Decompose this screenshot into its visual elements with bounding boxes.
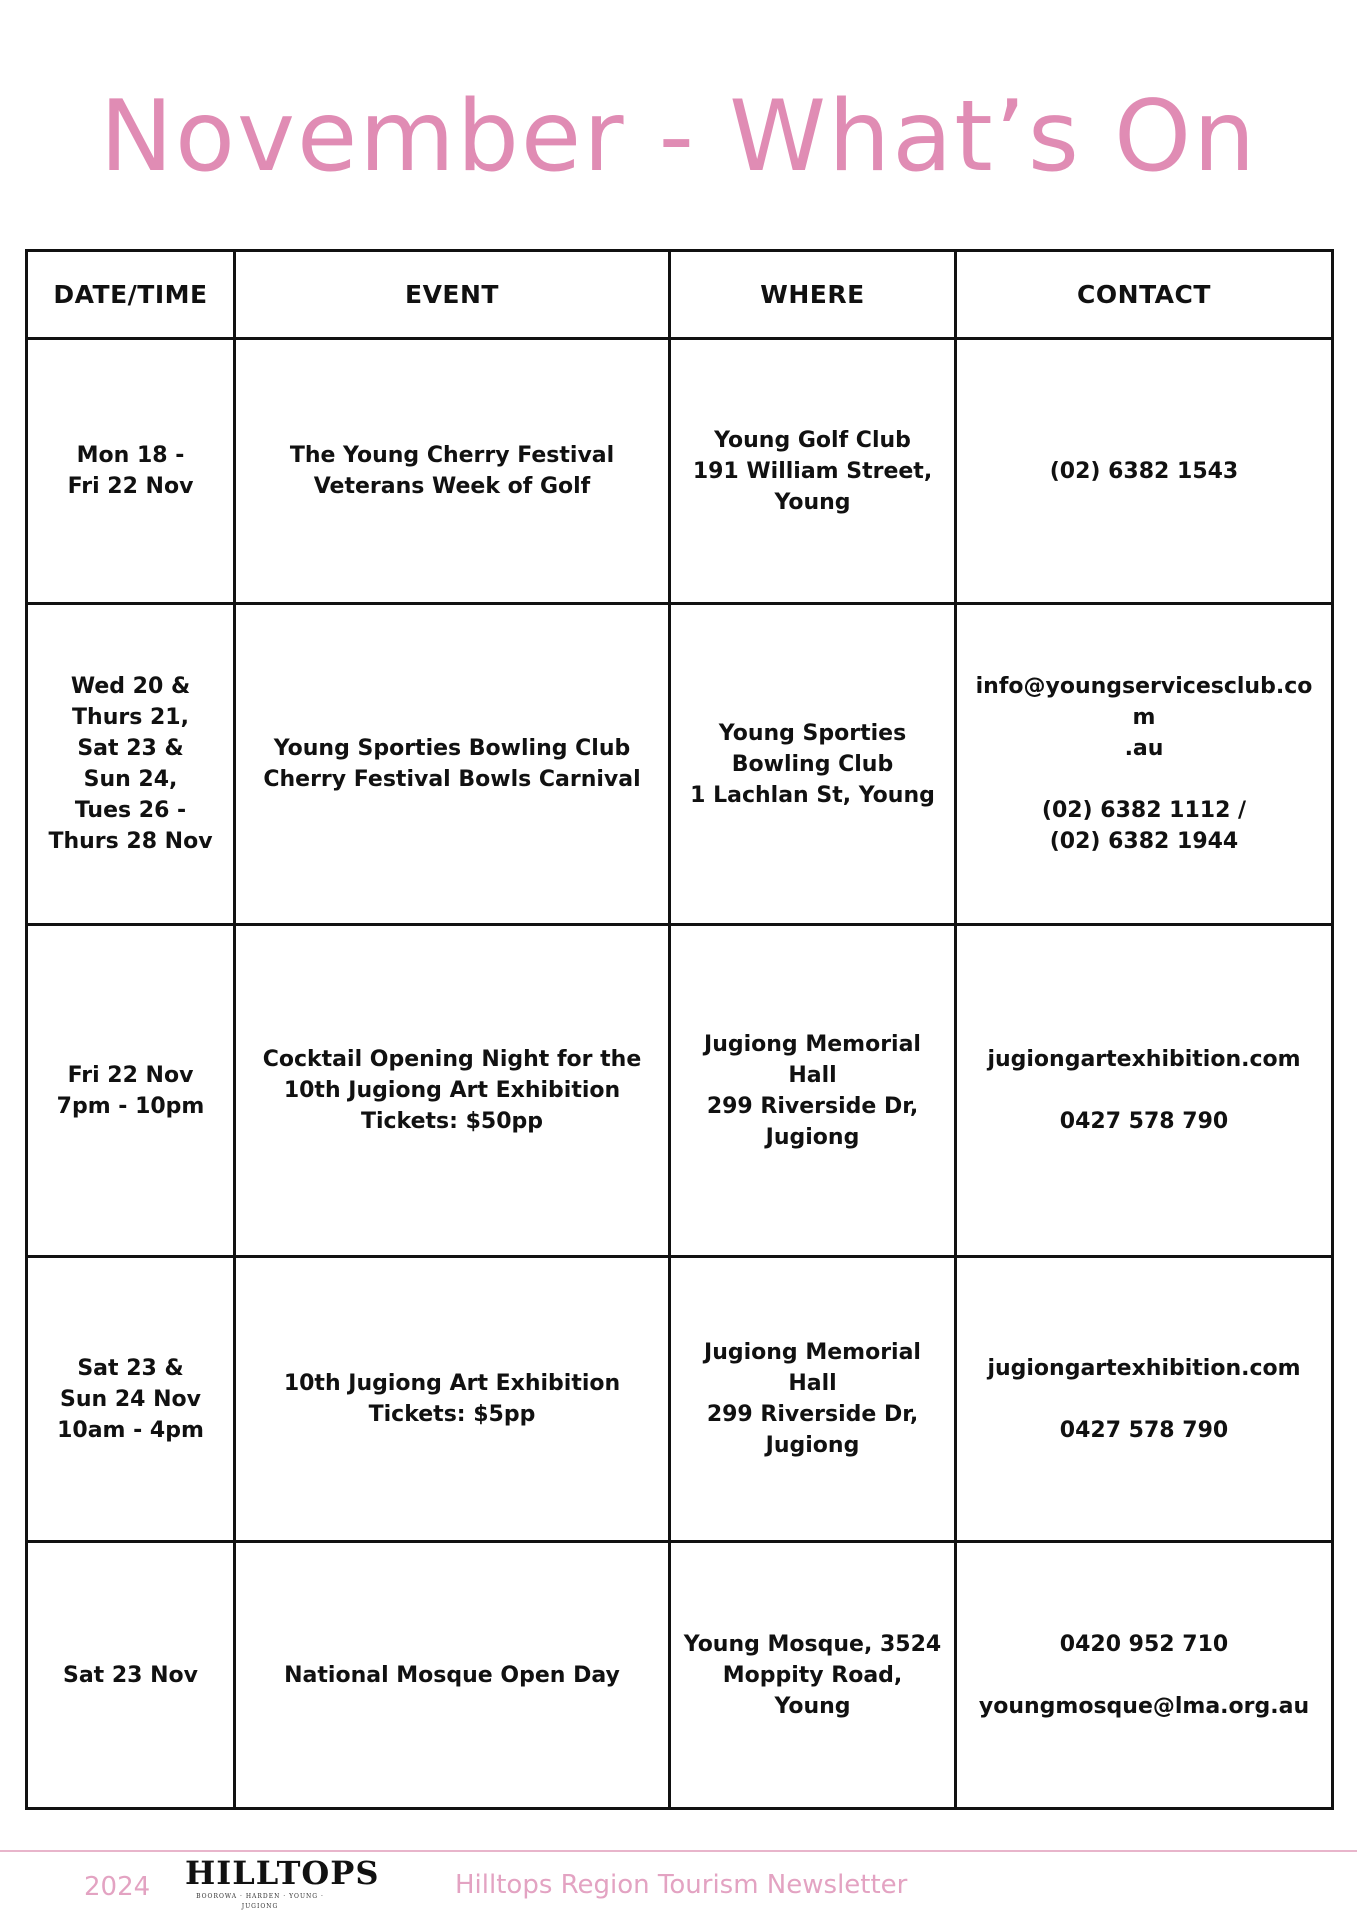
- column-header-contact: CONTACT: [956, 251, 1333, 339]
- where-cell: Jugiong Memorial Hall 299 Riverside Dr, Jugiong: [670, 925, 956, 1257]
- column-header-where: WHERE: [670, 251, 956, 339]
- table-row: [27, 1257, 1333, 1542]
- event-cell: The Young Cherry Festival Veterans Week of Golf: [235, 339, 670, 604]
- column-header-date: DATE/TIME: [27, 251, 235, 339]
- events-table: [25, 249, 1334, 1810]
- logo-towns: BOOROWA · HARDEN · YOUNG · JUGIONG: [196, 1893, 324, 1910]
- contact-cell: (02) 6382 1543: [956, 339, 1333, 604]
- footer-year: 2024: [84, 1872, 151, 1902]
- table-row: [27, 1542, 1333, 1809]
- event-cell: Young Sporties Bowling Club Cherry Festival Bowls Carnival: [235, 604, 670, 925]
- table-row: [27, 604, 1333, 925]
- header-row: [27, 251, 1333, 339]
- contact-cell: 0420 952 710 youngmosque@lma.org.au: [956, 1542, 1333, 1809]
- event-cell: National Mosque Open Day: [235, 1542, 670, 1809]
- hilltops-logo: [185, 1854, 380, 1914]
- page-title: November - What’s On: [99, 80, 1258, 194]
- where-cell: Young Sporties Bowling Club 1 Lachlan St, Young: [670, 604, 956, 925]
- table-row: [27, 925, 1333, 1257]
- table-row: [27, 339, 1333, 604]
- where-cell: Young Mosque, 3524 Moppity Road, Young: [670, 1542, 956, 1809]
- footer-newsletter-title: Hilltops Region Tourism Newsletter: [455, 1870, 908, 1900]
- date-cell: Sat 23 & Sun 24 Nov 10am - 4pm: [27, 1257, 235, 1542]
- event-cell: Cocktail Opening Night for the 10th Jugiong Art Exhibition Tickets: $50pp: [235, 925, 670, 1257]
- footer-divider: [0, 1850, 1357, 1852]
- date-cell: Sat 23 Nov: [27, 1542, 235, 1809]
- event-cell: 10th Jugiong Art Exhibition Tickets: $5pp: [235, 1257, 670, 1542]
- logo-wordmark: HILLTOPS: [185, 1854, 380, 1892]
- contact-cell: jugiongartexhibition.com 0427 578 790: [956, 925, 1333, 1257]
- where-cell: Young Golf Club 191 William Street, Young: [670, 339, 956, 604]
- date-cell: Wed 20 & Thurs 21, Sat 23 & Sun 24, Tues 26 - Thurs 28 Nov: [27, 604, 235, 925]
- where-cell: Jugiong Memorial Hall 299 Riverside Dr, Jugiong: [670, 1257, 956, 1542]
- date-cell: Fri 22 Nov 7pm - 10pm: [27, 925, 235, 1257]
- contact-cell: info@youngservicesclub.com .au (02) 6382 1112 / (02) 6382 1944: [956, 604, 1333, 925]
- contact-cell: jugiongartexhibition.com 0427 578 790: [956, 1257, 1333, 1542]
- date-cell: Mon 18 - Fri 22 Nov: [27, 339, 235, 604]
- column-header-event: EVENT: [235, 251, 670, 339]
